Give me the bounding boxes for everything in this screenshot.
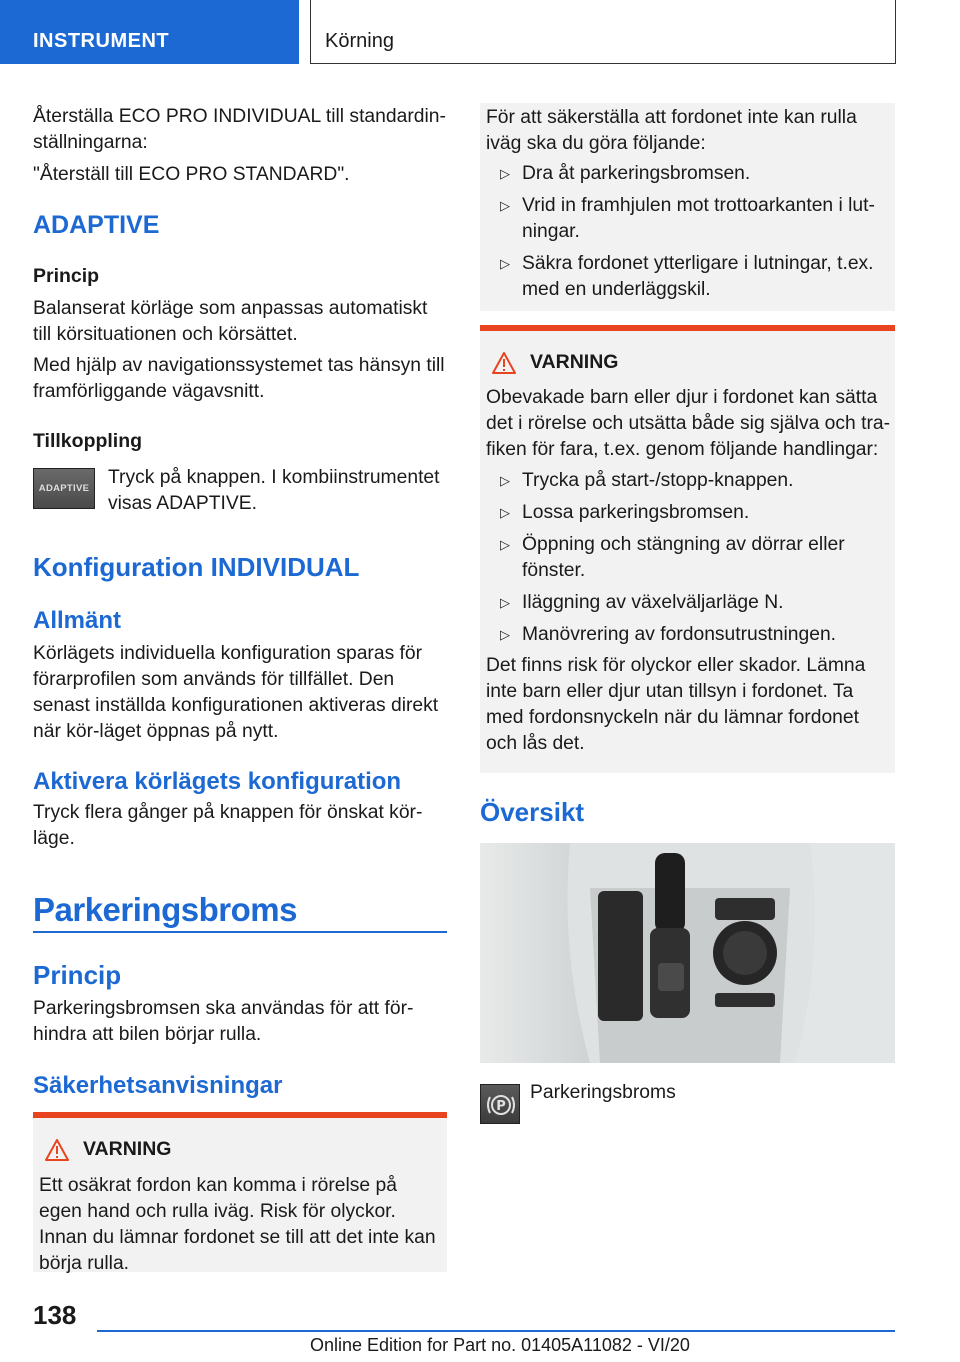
princip-p1: Balanserat körläge som anpassas automatiskt till körsituationen och körsättet. — [33, 298, 428, 345]
steps-intro: För att säkerställa att fordonet inte kan rulla iväg ska du göra följande: — [486, 107, 857, 154]
princip-p2: Med hjälp av navigationssystemet tas hänsyn till framförliggande vägavsnitt. — [33, 355, 445, 402]
tillkoppling-label: Tillkoppling — [33, 430, 143, 452]
oversikt-heading: Översikt — [480, 797, 585, 827]
warning-box-2 — [480, 331, 895, 773]
list-item: ▷ Vrid in framhjulen mot trottoarkanten i lut-ningar. — [500, 195, 875, 242]
warning-text: Obevakade barn eller djur i fordonet kan sätta det i rörelse och utsätta både sig själva och tra-fiken för fara, t.ex. genom följande handlingar: — [486, 387, 891, 460]
parkering-heading: Parkeringsbroms — [33, 891, 297, 928]
warning-triangle-icon — [492, 352, 516, 374]
reset-text: Återställa ECO PRO INDIVIDUAL till standardin-ställningarna: — [33, 106, 446, 153]
footer-rule — [97, 1330, 895, 1332]
allmant-text: Körlägets individuella konfiguration sparas för förarprofilen som används för tillfället. Den senast inställda konfigurationen aktiveras direkt när kör-läget öppnas på nytt. — [33, 643, 439, 742]
chapter-tab: INSTRUMENT — [0, 0, 299, 64]
warning-text: Ett osäkrat fordon kan komma i rörelse på egen hand och rulla iväg. Risk för olyckor. Innan du lämnar fordonet se till att det inte kan börja rulla. — [39, 1175, 436, 1274]
parking-brake-icon — [480, 1084, 520, 1124]
page-number: 138 — [33, 1300, 77, 1330]
adaptive-button-label: ADAPTIVE — [38, 483, 90, 494]
heading-rule — [33, 931, 447, 933]
konfig-heading: Konfiguration INDIVIDUAL — [33, 552, 360, 582]
tillkoppling-text: Tryck på knappen. I kombiinstrumentet visas ADAPTIVE. — [108, 467, 440, 514]
list-item: ▷ Manövrering av fordonsutrustningen. — [500, 624, 837, 645]
warning-box — [33, 1118, 447, 1272]
allmant-heading: Allmänt — [33, 607, 122, 634]
adaptive-heading: ADAPTIVE — [33, 211, 160, 239]
pbroms-label: Parkeringsbroms — [530, 1082, 676, 1103]
steps-list — [486, 161, 886, 309]
sakerhet-heading: Säkerhetsanvisningar — [33, 1072, 283, 1099]
svg-text:P: P — [496, 1099, 506, 1114]
warning-header — [492, 351, 618, 374]
reset-action: "Återställ till ECO PRO STANDARD". — [33, 164, 350, 185]
adaptive-button-icon — [33, 468, 95, 509]
warning-footer: Det finns risk för olyckor eller skador. Lämna inte barn eller djur utan tillsyn i fordonet. Ta med fordonsnyckeln när du lämnar fordonet och lås det. — [486, 655, 866, 754]
list-item: ▷ Iläggning av växelväljarläge N. — [500, 592, 784, 613]
list-item: ▷ Trycka på start-/stopp-knappen. — [500, 470, 794, 491]
section-title: Körning — [310, 0, 896, 64]
list-item: ▷ Öppning och stängning av dörrar eller fönster. — [500, 534, 845, 581]
steps-box — [480, 103, 895, 311]
warning-title: VARNING — [530, 351, 619, 373]
center-console-photo — [480, 843, 895, 1063]
list-item: ▷ Lossa parkeringsbromsen. — [500, 502, 750, 523]
aktivera-heading: Aktivera körlägets konfiguration — [33, 768, 402, 795]
warning-header — [45, 1138, 171, 1161]
warning-title: VARNING — [83, 1138, 172, 1160]
warning-list — [486, 468, 886, 654]
list-item: ▷ Säkra fordonet ytterligare i lutningar, t.ex. med en underläggskil. — [500, 253, 874, 300]
edition-text: Online Edition for Part no. 01405A11082 - VI/20 — [310, 1335, 690, 1355]
princip2-heading: Princip — [33, 960, 122, 990]
princip2-text: Parkeringsbromsen ska användas för att för-hindra att bilen börjar rulla. — [33, 998, 414, 1045]
list-item: ▷ Dra åt parkeringsbromsen. — [500, 163, 751, 184]
princip-label: Princip — [33, 265, 100, 287]
aktivera-text: Tryck flera gånger på knappen för önskat kör-läge. — [33, 802, 423, 849]
warning-triangle-icon — [45, 1139, 69, 1161]
